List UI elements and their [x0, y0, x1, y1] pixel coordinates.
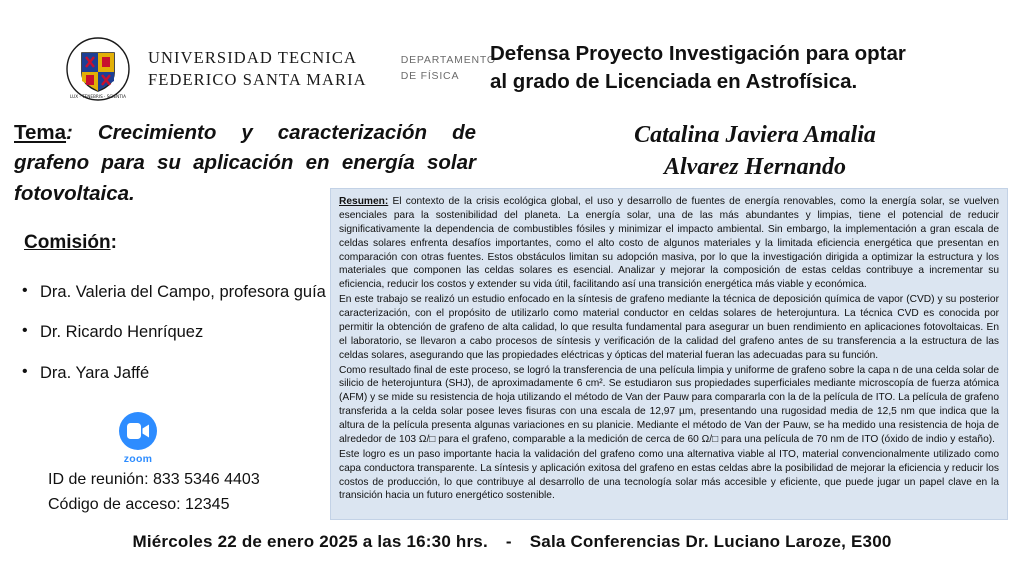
utfsm-shield-logo-icon: [66, 37, 130, 101]
tema-text: Crecimiento y caracterización de grafeno para su aplicación en energía solar fotovoltaica.: [14, 121, 476, 205]
zoom-logo: [108, 412, 168, 465]
page-title-degree: Astrofísica.: [745, 70, 858, 94]
department-line1: DEPARTAMENTO: [400, 54, 496, 67]
tema-separator: :: [66, 121, 73, 144]
speaker-name-line2: Alvarez Hernando: [663, 153, 846, 180]
abstract-paragraph-1: El contexto de la crisis ecológica global, el uso y desarrollo de fuentes de energía renovables, como la energía solar, se vuelven esenciales para la sostenibilidad del planeta. La energía solar, una de las más abundantes y limpias, tiene el potencial de reducir significativamente la dependencia de combustibles fósiles y minimizar el impacto ambiental. Sin embargo, la implementación a gran escala de celdas solares enfrenta desafíos importantes, como el alto costo de algunos materiales y la limitada eficiencia energética que presentan en comparación con otras fuentes. Estos obstáculos limitan su adopción masiva, por lo que la investigación dirigida a optimizar la estructura y los materiales que componen las celdas solares es esencial. Analizar y mejorar la composición de estas celdas contribuye a incrementar su eficiencia, reducir los costos y extender su vida útil, facilitando así una transición energética más viable y económica.: [339, 196, 999, 291]
list-item: • Dra. Valeria del Campo, profesora guía: [14, 282, 344, 303]
tema-label: Tema: [14, 121, 67, 144]
comision-list: [14, 282, 344, 403]
event-footer: [0, 532, 1024, 552]
comision-heading-label: Comisión: [24, 232, 111, 253]
event-place: Sala Conferencias Dr. Luciano Laroze, E300: [529, 532, 892, 551]
page-title-line2-prefix: al grado de Licenciada en: [490, 70, 746, 94]
page-title: [490, 40, 990, 97]
abstract-box: [330, 188, 1008, 520]
page-title-line2: [490, 68, 990, 96]
footer-dash: -: [505, 532, 512, 551]
zoom-camera-icon: [119, 412, 157, 450]
speaker-name-line1: Catalina Javiera Amalia: [634, 122, 876, 148]
university-name-line1: UNIVERSIDAD TECNICA: [148, 47, 357, 67]
zoom-meeting-id: ID de reunión: 833 5346 4403: [48, 471, 260, 488]
zoom-wordmark: zoom: [123, 453, 153, 465]
institution-header: [48, 28, 496, 110]
comision-heading: [24, 232, 117, 254]
event-datetime: Miércoles 22 de enero 2025 a las 16:30 hrs.: [132, 532, 488, 551]
zoom-passcode: Código de acceso: 12345: [48, 495, 230, 513]
abstract-paragraph: Este logro es un paso importante hacia la validación del grafeno como una alternativa viable al ITO, material convencionalmente utilizado como capa conductora transparente. La síntesis y aplicación exitosa del grafeno en estas celdas abre la posibilidad de mejorar la eficiencia y reducir los costos de producción, lo que contribuye al desarrollo de una tecnología solar más accesible y eficiente, que puede jugar un papel clave en la transición hacia un futuro energético sostenible.: [339, 448, 999, 502]
speaker-name: [520, 120, 990, 183]
abstract-paragraph: En este trabajo se realizó un estudio enfocado en la síntesis de grafeno mediante la técnica de deposición química de vapor (CVD) y su posterior caracterización, con el propósito de utilizarlo como material conductor en celdas solares de heterojuntura. La técnica CVD es conocida por permitir la obtención de grafeno de alta calidad, lo que resulta fundamental para asegurar un buen rendimiento en aplicaciones fotovoltaicas. En el laboratorio, se llevaron a cabo procesos de síntesis y verificación de la calidad del grafeno antes de su transferencia a la estructura de las celdas solares, asegurando que las propiedades eléctricas y ópticas del material fueran las adecuadas para su función.: [339, 294, 999, 361]
page-title-line1: Defensa Proyecto Investigación para optar: [490, 42, 906, 65]
department-line2: DE FÍSICA: [400, 70, 460, 82]
list-item: • Dra. Yara Jaffé: [14, 363, 344, 384]
university-name: [148, 47, 367, 92]
department-name: [401, 53, 496, 85]
abstract-paragraph: Como resultado final de este proceso, se logró la transferencia de una película limpia y uniforme de grafeno sobre la capa n de una celda solar de silicio de heterojuntura (SHJ), de aproximadamente 6 cm². Se estudiaron sus propiedades superficiales mediante microscopía de fuerza atómica (AFM) y se mide su resistencia de hoja utilizando el método de Van der Pauw para compararla con la de la película de ITO. La película de grafeno transferida a la celda solar posee leves fisuras con una escala de 12,97 µm, presentando una rugosidad media de 12,5 nm que indica que la altura de la película presenta algunas variaciones en su planicie. Mediante el método de Van der Pauw, se ha medido una resistencia de hoja de alrededor de 103 Ω/□ para el grafeno, comparable a la medición de cerca de 60 Ω/□ para una película de 70 nm de ITO (óxido de indio y estaño).: [339, 364, 999, 445]
university-name-line2: FEDERICO SANTA MARIA: [148, 70, 367, 89]
abstract-paragraph: [339, 195, 999, 292]
zoom-meeting-info: [48, 468, 260, 518]
comision-heading-separator: :: [110, 232, 117, 253]
list-item: • Dr. Ricardo Henríquez: [14, 322, 344, 343]
svg-text:LUX · TENEBRIS · SCIENTIA: LUX · TENEBRIS · SCIENTIA: [70, 94, 126, 99]
abstract-label: Resumen:: [339, 196, 389, 207]
